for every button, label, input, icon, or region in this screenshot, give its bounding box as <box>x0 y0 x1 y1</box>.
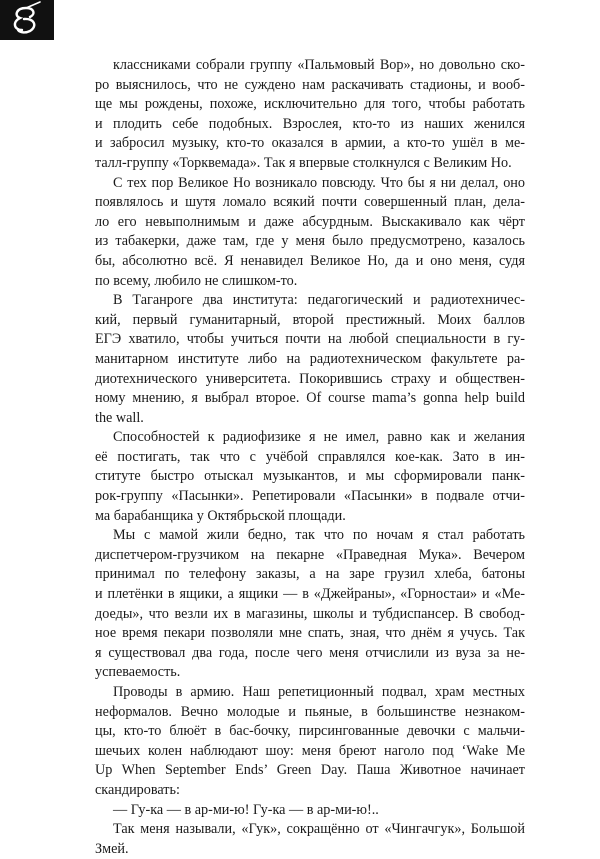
paragraph <box>95 526 525 683</box>
text-line: неформалов. Вечно молодые и пьяные, в большинстве незнаком- <box>95 703 525 720</box>
paragraph <box>95 820 525 859</box>
text-line: ло его невыполнимым и даже абсурдным. Выскакивало как чёрт <box>95 213 525 230</box>
text-line: классниками собрали группу «Пальмовый Вор», но довольно ско- <box>113 57 525 73</box>
text-line: ЕГЭ хватило, чтобы учиться почти на любой специальности в гу- <box>95 331 525 348</box>
text-line: рок-группу «Пасынки». Репетировали «Пасынки» в подвале отчи- <box>95 488 525 505</box>
book-page-text <box>95 56 525 859</box>
chapter-corner-ornament <box>0 0 54 40</box>
text-line: из табакерки, даже там, где у меня было предусмотрено, казалось <box>95 233 525 250</box>
text-line: В Таганроге два института: педагогический и радиотехничес- <box>113 292 525 309</box>
text-line: ституте быстро отыскал музыкантов, и мы сформировали панк- <box>95 468 525 485</box>
text-line: ро выяснилось, что не суждено нам раскачивать стадионы, и вооб- <box>95 76 525 93</box>
text-line: ному мнению, я выбрал второе. Of course mama’s gonna help build <box>95 390 525 407</box>
text-line: Так меня называли, «Гук», сокращённо от «Чингачгук», Большой <box>113 821 525 838</box>
text-line: доеды», что везли их в магазины, школы и тубдиспансер. В свобод- <box>95 605 525 622</box>
paragraph <box>95 801 525 821</box>
text-line: Мы с мамой жили бедно, так что по ночам я стал работать <box>113 527 525 544</box>
text-line: диспетчером-грузчиком на пекарне «Праведная Мука». Вечером <box>95 546 525 563</box>
text-line: принимал по телефону заказы, а на заре грузил хлеба, батоны <box>95 566 525 583</box>
text-line: the wall. <box>95 409 144 426</box>
paragraph <box>95 56 525 174</box>
text-line: бы, абсолютно всё. Я ненавидел Великое Но, да и оно меня, судя <box>95 252 525 269</box>
text-line: ма барабанщика у Октябрьской площади. <box>95 507 346 524</box>
paragraph <box>95 428 525 526</box>
text-line: Змей. <box>95 840 129 857</box>
text-line: талл-группу «Торквемада». Так я впервые столкнулся с Великим Но. <box>95 154 512 171</box>
text-line: цы, кто-то блюёт в бас-бочку, пирсингованные девочки с мальчи- <box>95 723 525 740</box>
ornament-glyph-icon <box>0 0 54 40</box>
text-line: шечьих колен наблюдают шоу: меня бреют наголо под ‘Wake Me <box>95 742 525 759</box>
text-line: манитарном институте либо на радиотехническом факультете ра- <box>95 350 525 367</box>
text-line: кий, первый гуманитарный, второй престижный. Моих баллов <box>95 311 525 328</box>
text-line: диотехнического университета. Покорившись страху и обществен- <box>95 370 525 387</box>
text-line: Способностей к радиофизике я не имел, равно как и желания <box>113 429 525 446</box>
text-line: скандировать: <box>95 781 180 798</box>
text-line: и плодить себе подобных. Взрослея, кто-то из наших женился <box>95 115 525 132</box>
text-line: ще мы рождены, похоже, исключительно для того, чтобы работать <box>95 96 525 113</box>
paragraph <box>95 174 525 292</box>
text-line: её постигать, так что с учёбой справлялся кое-как. Зато в ин- <box>95 448 525 465</box>
text-line: Up When September Ends’ Green Day. Паша Животное начинает <box>95 762 525 779</box>
text-line: и забросил музыку, кто-то оказался в армии, а кто-то ушёл в ме- <box>95 135 525 152</box>
text-line: С тех пор Великое Но возникало повсюду. Что бы я ни делал, оно <box>113 174 525 191</box>
text-line: Проводы в армию. Наш репетиционный подвал, храм местных <box>113 684 525 700</box>
text-line: ное время пекари позволяли мне спать, зная, что днём я учусь. Так <box>95 625 525 642</box>
paragraph <box>95 291 525 428</box>
text-line: успеваемость. <box>95 664 181 681</box>
paragraph <box>95 683 525 801</box>
text-line: и плетёнки в ящики, а ящики — в «Джейраны», «Горностаи» и «Ме- <box>95 586 525 603</box>
text-line: появлялось и шутя ломало всякий почти совершенный план, дела- <box>95 194 525 211</box>
text-line: по всему, любило не слишком-то. <box>95 272 298 289</box>
text-line: — Гу-ка — в ар-ми-ю! Гу-ка — в ар-ми-ю!.. <box>113 801 379 818</box>
text-line: я существовал два года, после чего меня отчислили из вуза за не- <box>95 644 525 661</box>
